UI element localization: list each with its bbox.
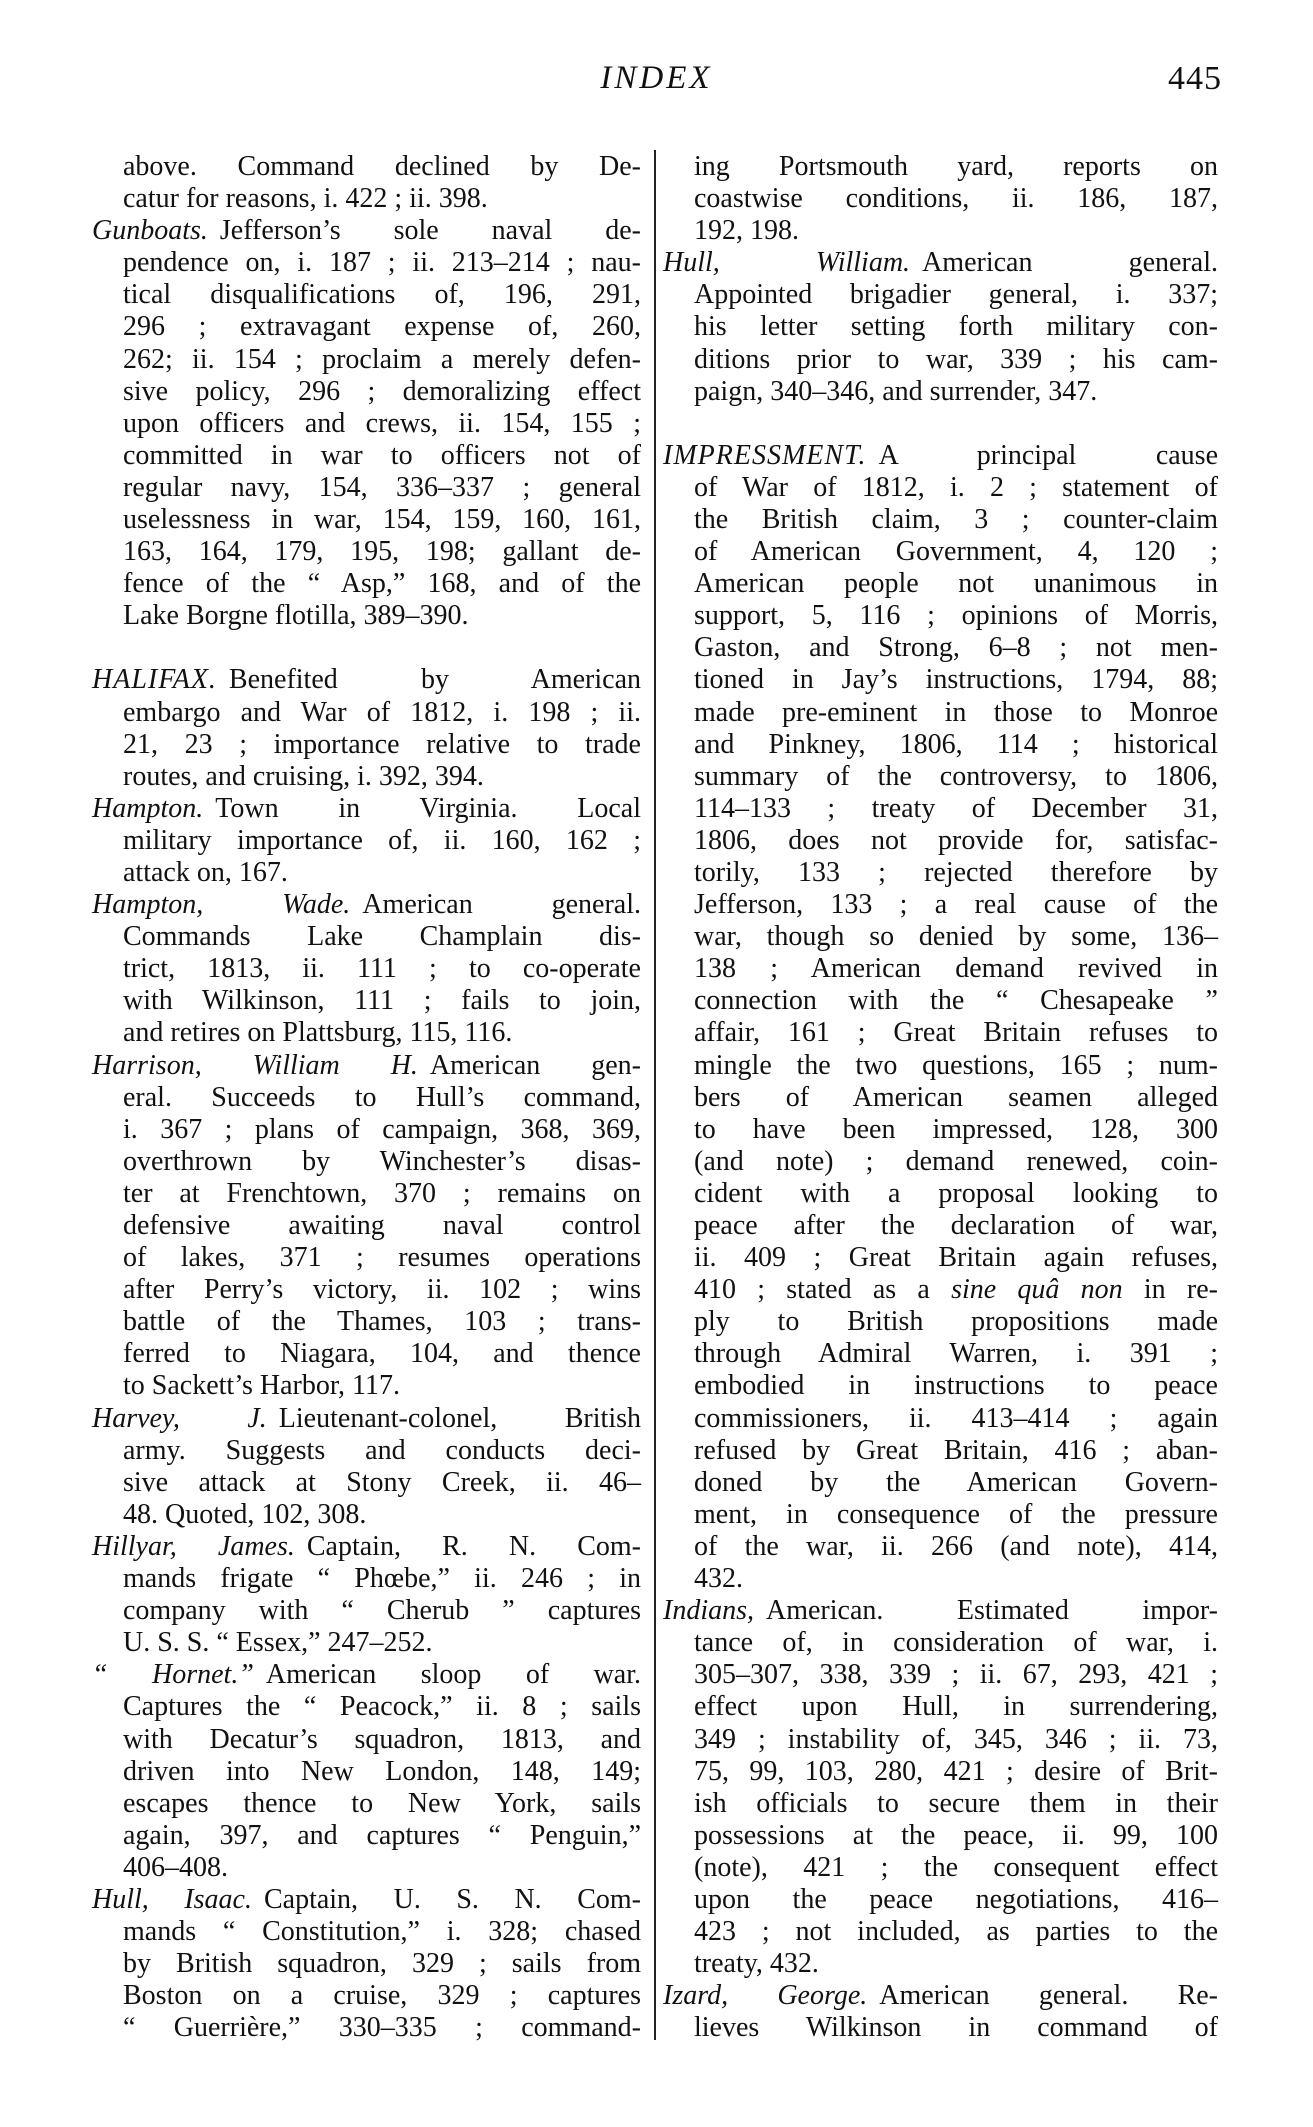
line-text: Jefferson, 133 ; a real cause of the: [694, 889, 1218, 921]
line-text: above. Command declined by De-: [123, 151, 641, 182]
index-line: [92, 1178, 641, 1210]
line-text: mingle the two questions, 165 ; num-: [694, 1049, 1218, 1081]
index-line: [92, 1050, 641, 1082]
line-text: Lieutenant-colonel, British: [278, 1402, 641, 1434]
line-text: U. S. S. “ Essex,” 247–252.: [123, 1627, 433, 1659]
line-text: after Perry’s victory, ii. 102 ; wins: [123, 1274, 641, 1306]
line-text: 21, 23 ; importance relative to trade: [123, 728, 641, 760]
line-text: by British squadron, 329 ; sails from: [123, 1948, 641, 1980]
line-text: sive policy, 296 ; demoralizing effect: [123, 375, 641, 407]
line-text: of War of 1812, i. 2 ; statement of: [694, 471, 1218, 503]
line-text: 349 ; instability of, 345, 346 ; ii. 73,: [694, 1723, 1218, 1755]
line-text: of lakes, 371 ; resumes operations: [123, 1242, 641, 1274]
index-line: [663, 440, 1218, 472]
line-text: regular navy, 154, 336–337 ; general: [123, 471, 641, 503]
index-entry: [92, 793, 641, 889]
line-text: effect upon Hull, in surrendering,: [694, 1691, 1218, 1723]
index-line: [663, 568, 1218, 600]
index-column-left: [92, 151, 641, 2044]
line-text: ter at Frenchtown, 370 ; remains on: [123, 1177, 641, 1209]
index-line: [663, 729, 1218, 761]
line-text: Appointed brigadier general, i. 337;: [694, 279, 1218, 311]
line-text: Boston on a cruise, 329 ; captures: [123, 1980, 641, 2012]
index-line: [92, 311, 641, 343]
line-text: ditions prior to war, 339 ; his cam-: [694, 343, 1218, 375]
index-line: [663, 1852, 1218, 1884]
italic-phrase: sine quâ non: [951, 1274, 1123, 1306]
line-text: and Pinkney, 1806, 114 ; historical: [694, 728, 1218, 760]
index-line: [663, 1627, 1218, 1659]
index-line: [663, 536, 1218, 568]
line-text: treaty, 432.: [694, 1948, 819, 1980]
line-text: his letter setting forth military con-: [694, 311, 1218, 343]
index-entry: [92, 664, 641, 792]
line-text: Captures the “ Peacock,” ii. 8 ; sails: [123, 1691, 641, 1723]
line-text: 114–133 ; treaty of December 31,: [694, 792, 1218, 824]
line-text: cident with a proposal looking to: [694, 1177, 1218, 1209]
index-line: [92, 729, 641, 761]
index-line: [663, 1499, 1218, 1531]
line-text: ferred to Niagara, 104, and thence: [123, 1338, 641, 1370]
index-line: [663, 1178, 1218, 1210]
line-text: affair, 161 ; Great Britain refuses to: [694, 1017, 1218, 1049]
index-line: [663, 1338, 1218, 1370]
line-text: 296 ; extravagant expense of, 260,: [123, 311, 641, 343]
index-line: [92, 504, 641, 536]
index-line: [92, 600, 641, 632]
index-line: [92, 1659, 641, 1691]
index-headword: Hull, William.: [663, 247, 911, 279]
index-headword: Indians,: [663, 1595, 754, 1627]
index-line: [663, 1820, 1218, 1852]
index-line: [663, 697, 1218, 729]
index-line: [92, 1306, 641, 1338]
index-headword: Hull, Isaac.: [92, 1883, 252, 1915]
line-text: tical disqualifications of, 196, 291,: [123, 279, 641, 311]
index-line: [663, 344, 1218, 376]
line-text: summary of the controversy, to 1806,: [694, 760, 1218, 792]
index-line: [92, 793, 641, 825]
running-header-title: INDEX: [600, 60, 713, 96]
index-entry: [663, 1595, 1218, 1980]
index-line: [663, 376, 1218, 408]
column-divider: [654, 150, 656, 2040]
index-line: [663, 1242, 1218, 1274]
index-line: [92, 440, 641, 472]
line-text: American people not unanimous in: [694, 568, 1218, 600]
index-line: [663, 1659, 1218, 1691]
index-line: [92, 1980, 641, 2012]
index-line: [92, 472, 641, 504]
line-text: ing Portsmouth yard, reports on: [694, 151, 1218, 182]
line-text: 75, 99, 103, 280, 421 ; desire of Brit-: [694, 1755, 1218, 1787]
line-text: fence of the “ Asp,” 168, and of the: [123, 568, 641, 600]
index-entry: [92, 1531, 641, 1659]
line-text: 432.: [694, 1563, 743, 1595]
index-line: [92, 1082, 641, 1114]
index-line: [92, 1338, 641, 1370]
line-text: commissioners, ii. 413–414 ; again: [694, 1402, 1218, 1434]
index-line: [92, 1531, 641, 1563]
line-text: 163, 164, 179, 195, 198; gallant de-: [123, 536, 641, 568]
line-text: ply to British propositions made: [694, 1306, 1218, 1338]
index-headword: Harvey, J.: [92, 1402, 267, 1434]
line-text: 262; ii. 154 ; proclaim a merely defen-: [123, 343, 641, 375]
index-line: [92, 568, 641, 600]
index-line: [663, 504, 1218, 536]
index-line: [663, 1403, 1218, 1435]
line-text: with Wilkinson, 111 ; fails to join,: [123, 985, 641, 1017]
index-line: [663, 985, 1218, 1017]
index-line: [92, 664, 641, 696]
index-line: [92, 2012, 641, 2044]
index-line: [92, 857, 641, 889]
index-line: [663, 1980, 1218, 2012]
index-line: [663, 1435, 1218, 1467]
index-line: [663, 2012, 1218, 2044]
index-line: [92, 183, 641, 215]
index-entry: [92, 1050, 641, 1403]
line-text: Benefited by American: [228, 664, 641, 696]
index-line: [92, 1595, 641, 1627]
index-line: [663, 1884, 1218, 1916]
index-line: [92, 215, 641, 247]
index-entry: [92, 215, 641, 632]
index-line: [92, 536, 641, 568]
line-text: Commands Lake Champlain dis-: [123, 921, 641, 953]
line-text: paign, 340–346, and surrender, 347.: [694, 375, 1098, 407]
line-text: ment, in consequence of the pressure: [694, 1498, 1218, 1530]
index-line: [92, 279, 641, 311]
line-text: connection with the “ Chesapeake ”: [694, 985, 1218, 1017]
line-text: catur for reasons, i. 422 ; ii. 398.: [123, 183, 488, 215]
index-line: [92, 1499, 641, 1531]
index-line: [663, 889, 1218, 921]
index-line: [92, 1916, 641, 1948]
line-text: uselessness in war, 154, 159, 160, 161,: [123, 504, 641, 536]
index-line: [663, 1050, 1218, 1082]
line-text: pendence on, i. 187 ; ii. 213–214 ; nau-: [123, 247, 641, 279]
index-line: [92, 1563, 641, 1595]
line-text: peace after the declaration of war,: [694, 1210, 1218, 1241]
line-text: (and note) ; demand renewed, coin-: [694, 1145, 1218, 1177]
index-line: [92, 1370, 641, 1402]
line-text: military importance of, ii. 160, 162 ;: [123, 824, 641, 856]
index-line: [92, 247, 641, 279]
line-text: American gen-: [429, 1049, 642, 1081]
index-headword: Hillyar, James.: [92, 1530, 295, 1562]
line-text: upon the peace negotiations, 416–: [694, 1883, 1218, 1915]
line-text: embodied in instructions to peace: [694, 1370, 1218, 1402]
index-headword: HALIFAX.: [92, 664, 217, 696]
line-text: to have been impressed, 128, 300: [694, 1113, 1218, 1145]
line-text: Captain, R. N. Com-: [306, 1530, 641, 1562]
line-text: routes, and cruising, i. 392, 394.: [123, 760, 484, 792]
line-text: tioned in Jay’s instructions, 1794, 88;: [694, 664, 1218, 696]
index-line: [92, 825, 641, 857]
page-number: 445: [1168, 60, 1222, 97]
index-headword: Hampton, Wade.: [92, 889, 351, 921]
index-headword: “ Hornet.”: [92, 1659, 254, 1691]
line-text: 423 ; not included, as parties to the: [694, 1916, 1218, 1948]
line-text: defensive awaiting naval control: [123, 1210, 641, 1241]
line-text: sive attack at Stony Creek, ii. 46–: [123, 1466, 641, 1498]
index-line: [663, 151, 1218, 183]
index-headword: Gunboats.: [92, 215, 208, 247]
index-entry: [663, 247, 1218, 407]
index-line: [92, 1274, 641, 1306]
index-entry-continuation: [92, 151, 641, 215]
index-line: [92, 408, 641, 440]
line-text: refused by Great Britain, 416 ; aban-: [694, 1434, 1218, 1466]
index-line: [92, 1756, 641, 1788]
index-line: [663, 953, 1218, 985]
line-text: American sloop of war.: [265, 1659, 641, 1691]
line-text: 1806, does not provide for, satisfac-: [694, 824, 1218, 856]
index-line: [92, 1724, 641, 1756]
index-line: [92, 344, 641, 376]
line-text: tance of, in consideration of war, i.: [694, 1627, 1218, 1659]
index-line: [92, 376, 641, 408]
index-column-right: [663, 151, 1218, 2044]
index-line: [663, 761, 1218, 793]
index-line: [663, 1306, 1218, 1338]
index-entry-continuation: [663, 151, 1218, 247]
line-text: with Decatur’s squadron, 1813, and: [123, 1723, 641, 1755]
index-line: [92, 1242, 641, 1274]
index-line: [92, 889, 641, 921]
line-text: committed in war to officers not of: [123, 439, 641, 471]
index-line: [663, 1146, 1218, 1178]
index-line: [663, 600, 1218, 632]
index-line: [92, 1146, 641, 1178]
index-headword: Harrison, William H.: [92, 1049, 418, 1081]
index-entry: [92, 1884, 641, 2044]
index-line: [663, 247, 1218, 279]
index-line: [663, 1467, 1218, 1499]
index-line: [92, 1210, 641, 1242]
line-text: driven into New London, 148, 149;: [123, 1755, 641, 1787]
line-text: A principal cause: [878, 439, 1218, 471]
line-text: escapes thence to New York, sails: [123, 1787, 641, 1819]
index-entry: [92, 1403, 641, 1531]
line-text: torily, 133 ; rejected therefore by: [694, 856, 1218, 888]
index-line: [663, 793, 1218, 825]
line-text: battle of the Thames, 103 ; trans-: [123, 1306, 641, 1338]
index-line: [663, 1724, 1218, 1756]
line-text: support, 5, 116 ; opinions of Morris,: [694, 600, 1218, 632]
line-text: 410 ; stated as a: [694, 1274, 952, 1306]
line-text: American. Estimated impor-: [766, 1595, 1218, 1627]
index-headword: IMPRESSMENT.: [663, 439, 867, 471]
line-text: trict, 1813, ii. 111 ; to co-operate: [123, 953, 641, 985]
index-line: [92, 1467, 641, 1499]
index-line: [92, 1820, 641, 1852]
index-line: [663, 825, 1218, 857]
line-text: American general.: [362, 889, 641, 921]
index-line: [663, 1531, 1218, 1563]
line-text: 48. Quoted, 102, 308.: [123, 1498, 367, 1530]
line-text: bers of American seamen alleged: [694, 1081, 1218, 1113]
index-line: [663, 1210, 1218, 1242]
line-text: overthrown by Winchester’s disas-: [123, 1145, 641, 1177]
index-line: [663, 857, 1218, 889]
line-text: 192, 198.: [694, 215, 799, 247]
line-text: (note), 421 ; the consequent effect: [694, 1851, 1218, 1883]
index-entry: [663, 440, 1218, 1595]
line-text: 305–307, 338, 339 ; ii. 67, 293, 421 ;: [694, 1659, 1218, 1691]
index-line: [663, 664, 1218, 696]
index-line: [92, 1788, 641, 1820]
index-line: [663, 183, 1218, 215]
line-text: attack on, 167.: [123, 856, 288, 888]
index-line: [663, 279, 1218, 311]
line-text: “ Guerrière,” 330–335 ; command-: [123, 2012, 641, 2044]
line-text: 138 ; American demand revived in: [694, 953, 1218, 985]
line-text: Jefferson’s sole naval de-: [219, 215, 641, 247]
line-text: ii. 409 ; Great Britain again refuses,: [694, 1242, 1218, 1274]
line-text: Lake Borgne flotilla, 389–390.: [123, 600, 469, 632]
line-text: 406–408.: [123, 1851, 228, 1883]
line-text: through Admiral Warren, i. 391 ;: [694, 1338, 1218, 1370]
index-line: [663, 1082, 1218, 1114]
index-line: [92, 1017, 641, 1049]
line-text: war, though so denied by some, 136–: [694, 921, 1218, 953]
line-text: and retires on Plattsburg, 115, 116.: [123, 1017, 513, 1049]
index-line: [92, 1435, 641, 1467]
index-entry: [663, 1980, 1218, 2044]
index-line: [663, 1756, 1218, 1788]
line-text: coastwise conditions, ii. 186, 187,: [694, 183, 1218, 215]
index-line: [663, 1948, 1218, 1980]
line-text: army. Suggests and conducts deci-: [123, 1434, 641, 1466]
index-line: [663, 1114, 1218, 1146]
index-headword: Hampton.: [92, 792, 204, 824]
index-line: [663, 632, 1218, 664]
line-text: doned by the American Govern-: [694, 1466, 1218, 1498]
index-line: [92, 1691, 641, 1723]
index-line: [663, 215, 1218, 247]
index-line: [663, 1916, 1218, 1948]
line-text: eral. Succeeds to Hull’s command,: [123, 1081, 641, 1113]
line-text: Gaston, and Strong, 6–8 ; not men-: [694, 632, 1218, 664]
line-text: of American Government, 4, 120 ;: [694, 536, 1218, 568]
line-text: American general. Re-: [879, 1980, 1219, 2012]
index-line: [92, 985, 641, 1017]
index-line: [663, 1017, 1218, 1049]
line-text: to Sackett’s Harbor, 117.: [123, 1370, 401, 1402]
index-line: [663, 1691, 1218, 1723]
index-line: [663, 311, 1218, 343]
line-text: embargo and War of 1812, i. 198 ; ii.: [123, 696, 641, 728]
line-text: mands frigate “ Phœbe,” ii. 246 ; in: [123, 1563, 641, 1595]
index-line: [663, 921, 1218, 953]
line-text: mands “ Constitution,” i. 328; chased: [123, 1916, 641, 1948]
index-line: [663, 1563, 1218, 1595]
index-line: [92, 1884, 641, 1916]
index-line: [92, 1948, 641, 1980]
line-text: in re-: [1122, 1274, 1218, 1306]
index-line: [663, 1788, 1218, 1820]
index-line: [92, 151, 641, 183]
line-text: company with “ Cherub ” captures: [123, 1595, 641, 1627]
index-line: [663, 1274, 1218, 1306]
line-text: made pre-eminent in those to Monroe: [694, 696, 1218, 728]
index-line: [663, 1595, 1218, 1627]
line-text: possessions at the peace, ii. 99, 100: [694, 1819, 1218, 1851]
index-line: [92, 953, 641, 985]
index-headword: Izard, George.: [663, 1980, 868, 2012]
line-text: i. 367 ; plans of campaign, 368, 369,: [123, 1113, 641, 1145]
index-line: [663, 472, 1218, 504]
index-line: [92, 1852, 641, 1884]
index-line: [92, 921, 641, 953]
line-text: Town in Virginia. Local: [215, 792, 641, 824]
index-line: [92, 1114, 641, 1146]
index-line: [92, 761, 641, 793]
index-line: [92, 1403, 641, 1435]
line-text: of the war, ii. 266 (and note), 414,: [694, 1530, 1218, 1562]
line-text: ish officials to secure them in their: [694, 1787, 1218, 1819]
index-entry: [92, 889, 641, 1049]
line-text: again, 397, and captures “ Penguin,”: [123, 1819, 641, 1851]
line-text: lieves Wilkinson in command of: [694, 2012, 1218, 2044]
line-text: Captain, U. S. N. Com-: [263, 1883, 641, 1915]
index-line: [92, 1627, 641, 1659]
index-line: [92, 697, 641, 729]
line-text: the British claim, 3 ; counter-claim: [694, 503, 1218, 535]
line-text: upon officers and crews, ii. 154, 155 ;: [123, 407, 641, 439]
line-text: American general.: [922, 247, 1218, 279]
index-entry: [92, 1659, 641, 1884]
index-line: [663, 1370, 1218, 1402]
